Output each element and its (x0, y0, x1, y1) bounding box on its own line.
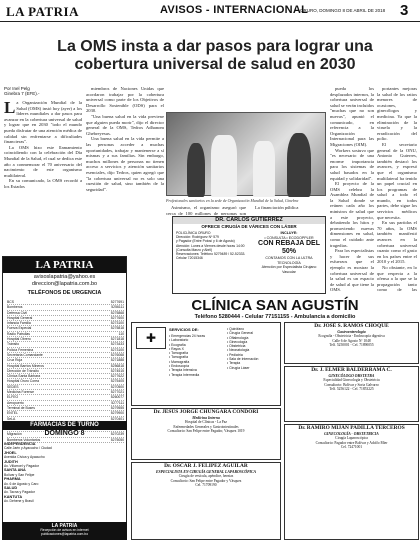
service-item: • Cirugía Láser (227, 365, 250, 370)
phone-entry-number: 5275818 (110, 326, 124, 331)
directory-masthead: LA PATRIA (3, 257, 126, 273)
advert-gutierrez (172, 216, 326, 294)
pharmacy-name: SANTA ANA (4, 468, 26, 473)
services-list-a (169, 334, 205, 377)
service-item: • Ecografía (169, 342, 186, 347)
page-number: 3 (400, 2, 409, 19)
pharmacy-name: INDEPENDENCIA (4, 442, 36, 446)
doctor-details: Cirugía Laparoscópica Consultorio: Pagador entre Bolívar y Adolfo Mier Cel. 72471001 (315, 436, 388, 450)
pharmacy-entry (4, 477, 125, 486)
pharmacy-name: PHARMA (4, 477, 21, 482)
phone-entry-label: Bomberos Voluntarios (7, 437, 41, 442)
phone-entry-label: Medicina Forense (7, 390, 34, 395)
article-column-1 (4, 100, 82, 250)
article-column-2 (86, 86, 164, 250)
col4-para-4: Para los especialistas y hacer de sus esfuerzos que el ejemplo es mostrar la cobertura universal de la salud es un espacio de salud al que tiene la OMS. (330, 248, 374, 293)
article-headline: La OMS insta a dar pasos para lograr una cobertura universal de salud en 2030 (57, 38, 373, 73)
pharmacy-name: KANTUTA (4, 494, 23, 499)
phone-entry-number: 5273100 (110, 347, 124, 352)
service-item: • Rayos X (169, 346, 184, 351)
pharmacy-name: SALUD (4, 486, 18, 491)
pharmacy-list (4, 442, 125, 504)
phone-entry-label: Terminal de Buses (7, 405, 35, 410)
services-title: SERVICIOS DE: (169, 327, 199, 332)
col2-para-3: Una buena salud en la vida permite a las personas acceder a muchas oportunidades, trabajar y mantenerse a sí mismas y a sus familias. Sin embargo, muchos millones de personas no tienen acceso a servicios y atención sanitarios esenciales, dijo Tedros, quien agregó que "la cobertura universal no es solo una cuestión de salud, sino también de la seguridad". (86, 136, 164, 192)
doctor-card (284, 322, 419, 364)
article-column-5 (377, 86, 417, 294)
doctor-details: Especialidad Ginecología y Obstetricia Consultorio: Bolívar y Soria Galvarro Telf. 5256122 - Cel. 71853225 (323, 378, 380, 392)
phone-entry-label: Hospital General (7, 315, 33, 320)
offer-specialist: Atención por Especialista Cirujano Vascular (261, 265, 317, 274)
service-item: • Terapia Intermedia (169, 372, 200, 377)
service-item: • Obstetricia (227, 344, 246, 349)
pharmacy-address: Av. Dehene y Brasil (4, 499, 34, 504)
phone-entry-label: Bomberos (7, 305, 23, 310)
service-item: • Endoscopía (169, 364, 190, 369)
doctor-specialty: Gastroenterología (337, 329, 366, 334)
offer-includes: INCLUYE: (280, 231, 298, 235)
doctor-name: Dr. JOSÉ S. RAMOS CHOQUE (314, 323, 389, 329)
doctor-name: Dr. JESÚS JORGE CHUNGARA CONDORI (153, 409, 259, 415)
col4-para-2: Workers sostuvo que "es necesario de una enorme importancia para los sistemas de salud basados en la equidad y solidaridad". (330, 147, 374, 181)
directory-footer (2, 522, 127, 540)
pharmacy-address: Av. Tacna y Pagador (4, 490, 35, 495)
pharmacy-address: Bolívar y San Felipe (4, 472, 35, 477)
pharmacy-address: Calle Jaén y Ayacucho / Ciudad (4, 446, 52, 451)
phone-entry-label: Policía Femenina (7, 347, 34, 352)
phone-entry-label: SEDES (7, 384, 19, 389)
doctor-specialty: ESPECIALISTA EN CIRUGÍA GENERAL LAPAROSCÓPICA (155, 469, 256, 474)
doctor-name: Dr. RAMIRO MIJÁN PADILLA TERCEROS (298, 425, 405, 431)
phone-entry-number: 5279900 (110, 411, 124, 416)
pharmacy-entry (4, 442, 125, 451)
phone-entry-number: 5256818 (110, 363, 124, 368)
phone-entry-number: 5260077 (110, 395, 124, 400)
footer-text: Recepción de avisos en internet (40, 528, 89, 533)
photo-figure (187, 143, 205, 197)
pharmacy-name: JHOEL (4, 450, 17, 455)
service-item: • Terapia (227, 361, 241, 366)
email-link[interactable]: avisoslapatria@yahoo.es (33, 274, 96, 280)
directory-emails (3, 274, 126, 288)
pharmacy-address: Av. 6 de Agosto y Caro (4, 481, 39, 486)
phone-entry-label: Fuerza Especial (7, 326, 32, 331)
doctor-card (131, 408, 281, 460)
phone-entry-number: 5277622 (110, 374, 124, 379)
advert-details: POLICLÍNICA ORURO Dirección: Rodríguez Nº 579 y Pagador (Entre Potosí y 6 de Agosto) Atención: Lunes a Viernes desde horas 14:00 (Consulta Marzo y Abril) Reservaciones: Teléfono 5279489 / 52-52333. Celular 72015346 (176, 231, 246, 261)
service-item: • Sala de Internación (227, 357, 259, 362)
email-link[interactable]: direccion@lapatria.com.bo (31, 281, 98, 287)
phone-entry-number: 5270401 (110, 416, 124, 421)
col5-para-4: No obstante, en lo que respecta a la ofensa a la que se la propagación tanto como de las (377, 265, 417, 293)
doctor-name: Dr. OSCAR J. FELIPEZ AGUILAR (164, 463, 248, 469)
newspaper-logo: LA PATRIA (6, 4, 79, 19)
doctor-specialty: GINECÓLOGO OBSTETRA (328, 373, 375, 378)
service-item: • Neonatología (227, 348, 250, 353)
service-item: • Pediatría (227, 352, 243, 357)
article-photo (166, 112, 326, 196)
phone-entry-label: Hospital Barrios Mineros (7, 363, 44, 368)
service-item: • Tomografía (169, 351, 189, 356)
advert-subtitle: OFRECE CIRUGÍA DE VÁRICES CON LÁSER (201, 224, 297, 229)
pharmacy-entry (4, 486, 125, 495)
phone-entry-number: 5277691 (110, 300, 124, 304)
pharmacy-name: JUDITH (4, 459, 18, 464)
phone-entry-number: 5273100 (110, 321, 124, 326)
doctor-details: Ecografía - Obstetricia - Endoscopía digestiva Calle 6 de Agosto Nº 1048 Telf. 5250001 - Cel. 71890055 (318, 334, 385, 348)
col2-para-1: miembros de Naciones Unidas que acordaron trabajar por la cobertura universal como parte de los Objetivos de Desarrollo Sostenible (ODS) para el 2030. (86, 86, 164, 114)
phone-entry-label: ENTEL (7, 411, 18, 416)
col1-text: a Organización Mundial de la Salud (OMS) instó hoy (ayer) a los líderes mundiales a dar pasos para avanzar en la cobertura universal de salud y lograr que en 2030 "todo el mundo pueda disfrutar de una atención médica de calidad sin enfrentarse a dificultades financieras". (4, 100, 82, 145)
article-column-4 (330, 86, 374, 294)
urgency-phones-title: TELÉFONOS DE URGENCIA (27, 290, 102, 296)
service-item: • Tomografía (169, 355, 189, 360)
doctor-specialty: GINECOLOGÍA - OBSTETRICIA (324, 431, 379, 436)
doctor-card (131, 462, 281, 540)
doctor-card (284, 366, 419, 422)
article-column-3b (250, 205, 326, 215)
phone-entry-label: Hospital Oruro Corea (7, 379, 40, 384)
issue-date: ORURO, DOMINGO 8 DE ABRIL DE 2018 (300, 8, 386, 13)
col3-para-1: Asimismo, el organismo aseguró que cerca de 100 millones de personas son (166, 205, 246, 215)
service-item: • Oftalmología (227, 335, 249, 340)
service-item: • Mamografía (169, 359, 190, 364)
col4-para-1: pueda los desplazados internos, la cobertura universal de salud se verán incluidos "muchas que no son nuevas", apuntó el comunicado, en referencia a la Organización Internacional para las Migraciones (OIM). (330, 86, 374, 147)
phone-entry-number: 5274515 (110, 368, 124, 373)
phone-entry-number: 5271818 (110, 337, 124, 342)
phone-entry-number: 5270239 (110, 432, 124, 437)
service-item: • Quirófano (227, 327, 245, 331)
phone-entry-number: 5277021 (110, 390, 124, 395)
phone-entry-number: 5271888 (110, 358, 124, 363)
phone-entry-label: Infancia Familia (7, 321, 31, 326)
offer-tech: CONTAMOS CON LA ULTRA TECNOLOGÍA (265, 256, 313, 265)
phone-entry-number: 5275868 (110, 310, 124, 315)
col5-para-1: portantes mejoras la salud de los ratios menores de ocasiones, ginecólogos y medicina. Ya que la eliminación de la viruela y la erradicación del polio. (377, 86, 417, 142)
phone-entry-number: 5270500 (110, 384, 124, 389)
service-item: • Emergencias 24 horas (169, 334, 206, 338)
phone-entry-label: Cruz Roja (7, 358, 23, 363)
phone-entry-label: Migración (7, 432, 22, 437)
photo-figure (253, 141, 275, 197)
phone-entry-label: Aeropuerto (7, 400, 24, 405)
col4-para-3: El proyecto de la OMS celebra la Asamblea Mundial de la Salud donde se reúnen cada año los ministros de salud que a este proyecto, debatiendo los hitos y promoviendo nuevas dimensiones en salud, como el cuidado ante tragedias. (330, 181, 374, 248)
phone-entry-label: Tránsito (7, 342, 20, 347)
doctor-details: Hospital de Clínicas - La Paz Enfermedades Generales y Gastrointestinales Consultorio: San Felipe entre Pagador, Vásquez 1019 (167, 420, 245, 434)
phone-entry-label: Hospital Obrero (7, 337, 31, 342)
footer-email[interactable]: publicaciones@lapatria.com.bo (40, 532, 89, 537)
clinic-logo-icon: ✚ (136, 327, 166, 349)
doctor-card (284, 424, 419, 540)
col5-para-3: En sus partidas el 70 años, la OMS también manifestó avances en la cobertura universal cuanto como el gasto en los países entre el 2010 y el 2015. (377, 220, 417, 265)
phone-entry-label: Dirección de Tránsito (7, 368, 39, 373)
pharmacy-entry (4, 468, 125, 477)
services-list-b (227, 327, 258, 370)
doctor-details: Cirugía de vesícula, apéndice, hernias Consultorio: San Felipe entre Pagador y Vásquez Cel. 71709190 (170, 474, 242, 488)
service-item: • Ginecología (227, 339, 248, 344)
offer-items: • CONSULTA • ECODOPPLER (264, 235, 314, 240)
service-item: • Cirugía General (227, 331, 254, 336)
phone-entry-number: 5277600 (110, 315, 124, 320)
col1-para-3: En su comunicado, la OMS recordó a los Estados (4, 178, 82, 189)
advert-title: DR. CARLOS GUTIÉRREZ (173, 217, 325, 224)
article-column-3 (166, 205, 246, 215)
pharmacy-entry (4, 495, 125, 504)
phone-entry-label: SeLA (7, 416, 16, 421)
phone-entry-label: Secretaria Comandante (7, 352, 43, 357)
pharmacy-entry (4, 451, 125, 460)
col3-para-2: La financiación pública (255, 205, 299, 210)
col1-para-2: La OMS hizo este llamamiento coincidiendo con la celebración del Día Mundial de la Salud, el cual se dedica este año a conmemorar el 70 aniversario del nacimiento de este organismo multilateral. (4, 144, 82, 178)
drop-cap: L (4, 100, 16, 117)
section-title: AVISOS - INTERNACIONAL (160, 4, 309, 16)
phone-entry-label: Clínica Santa Bárbara (7, 374, 41, 379)
phone-entry-number: 5275405 (110, 379, 124, 384)
phone-entry-label: Radio Patrullas (7, 331, 30, 336)
footer-logo: LA PATRIA (51, 523, 78, 529)
phone-entry-label: Defensa Civil (7, 310, 27, 315)
pharmacy-address: Avenida Cívica y Ayacucho (4, 455, 45, 460)
phone-entry-number: 5277111 (111, 400, 124, 405)
phone-entry-number: 5275050 (110, 437, 124, 442)
pharmacy-entry (4, 460, 125, 469)
photo-figure (211, 135, 237, 197)
service-item: • Laboratorio (169, 338, 189, 343)
photo-caption: Profesionales sanitarios en la sede de Organización Mundial de la Salud, Ginebra (166, 198, 299, 203)
phone-entry-number: 5279555 (110, 405, 124, 410)
clinic-phones: Teléfono 5280444 - Celular 77151155 - Ambulancia a domicilio (194, 314, 356, 320)
phone-entry-number: 5256111 (111, 305, 124, 310)
page-header (0, 0, 420, 22)
pharmacy-title: FARMACIAS DE TURNO (2, 421, 127, 430)
doctor-name: Dr. J. ELMER BALDERRAMA C. (311, 367, 392, 373)
pharmacy-address: Av. Villarroel y Pagador (4, 464, 40, 469)
pharmacy-day: DOMINGO 8 (44, 430, 85, 437)
phone-entry-number: 110 (118, 331, 124, 336)
photo-figure (287, 133, 311, 197)
article-byline: Por Inel Pelg Ginebra 7 (EFE).- (4, 86, 40, 96)
col5-para-2: El secretario general de la ONU, Antonio Guterres, también destacó los avances, y expresó que el organismo multilateral ha tenido un papel crucial en los programas de salud a todo el mundo, en todos partes, debe sigue los servicios médicos que necesita. (377, 141, 417, 220)
advert-offer (255, 231, 323, 275)
offer-discount: CON REBAJA DEL 50% (258, 240, 320, 256)
phone-entry-number: 5273433 (110, 342, 124, 347)
phone-entry-label: ELFEO (7, 395, 19, 400)
service-item: • Terapia Intensiva (169, 368, 197, 373)
phone-entry-number: 5276068 (110, 352, 124, 357)
clinic-name: CLÍNICA SAN AGUSTÍN (191, 297, 359, 314)
doctor-specialty: Medicina Interna (192, 415, 220, 420)
clinic-services-box (131, 322, 281, 406)
col2-para-2: "Una buena salud en la vida previene que alguien pueda morir", dijo el director general de la OMS, Tedros Adhanom Ghebreyesus. (86, 113, 164, 136)
phone-entry-label: BCS (7, 300, 14, 304)
